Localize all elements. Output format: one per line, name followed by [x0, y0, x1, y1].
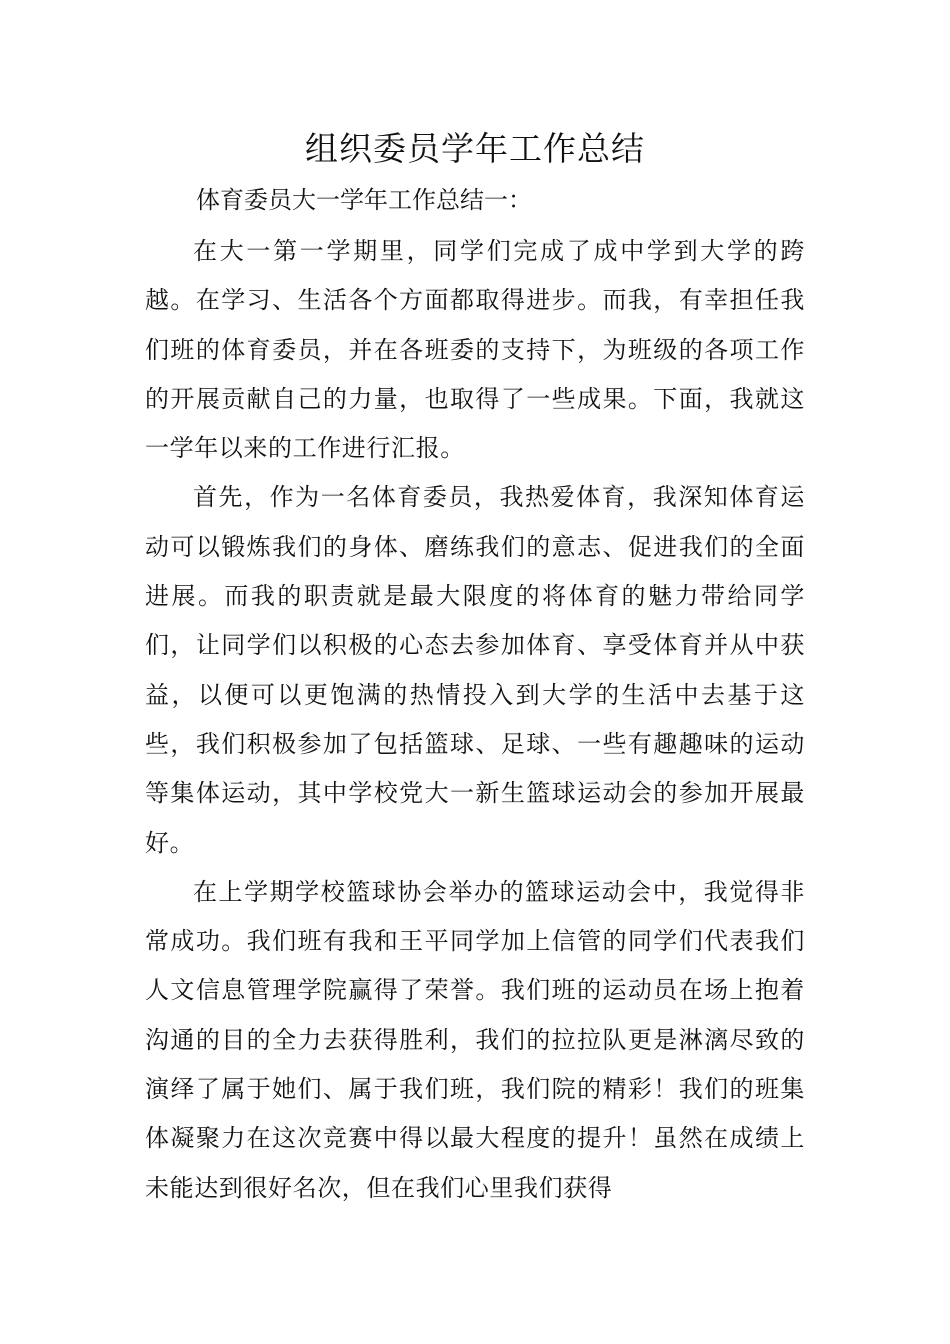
- document-body: [145, 227, 805, 1213]
- paragraph-2: 首先，作为一名体育委员，我热爱体育，我深知体育运动可以锻炼我们的身体、磨练我们的意志、促进我们的全面进展。而我的职责就是最大限度的将体育的魅力带给同学们，让同学们以积极的心态去参加体育、享受体育并从中获益，以便可以更饱满的热情投入到大学的生活中去基于这些，我们积极参加了包括篮球、足球、一些有趣趣味的运动等集体运动，其中学校党大一新生篮球运动会的参加开展最好。: [145, 483, 805, 857]
- document-title: 组织委员学年工作总结: [305, 129, 645, 168]
- paragraph-3: 在上学期学校篮球协会举办的篮球运动会中，我觉得非常成功。我们班有我和王平同学加上信管的同学们代表我们人文信息管理学院赢得了荣誉。我们班的运动员在场上抱着沟通的目的全力去获得胜利，我们的拉拉队更是淋漓尽致的演绎了属于她们、属于我们班，我们院的精彩！我们的班集体凝聚力在这次竞赛中得以最大程度的提升！虽然在成绩上未能达到很好名次，但在我们心里我们获得: [145, 877, 805, 1202]
- paragraph-1: 在大一第一学期里，同学们完成了成中学到大学的跨越。在学习、生活各个方面都取得进步。而我，有幸担任我们班的体育委员，并在各班委的支持下，为班级的各项工作的开展贡献自己的力量，也取得了一些成果。下面，我就这一学年以来的工作进行汇报。: [145, 237, 805, 463]
- document-subtitle: 体育委员大一学年工作总结一：: [196, 186, 532, 214]
